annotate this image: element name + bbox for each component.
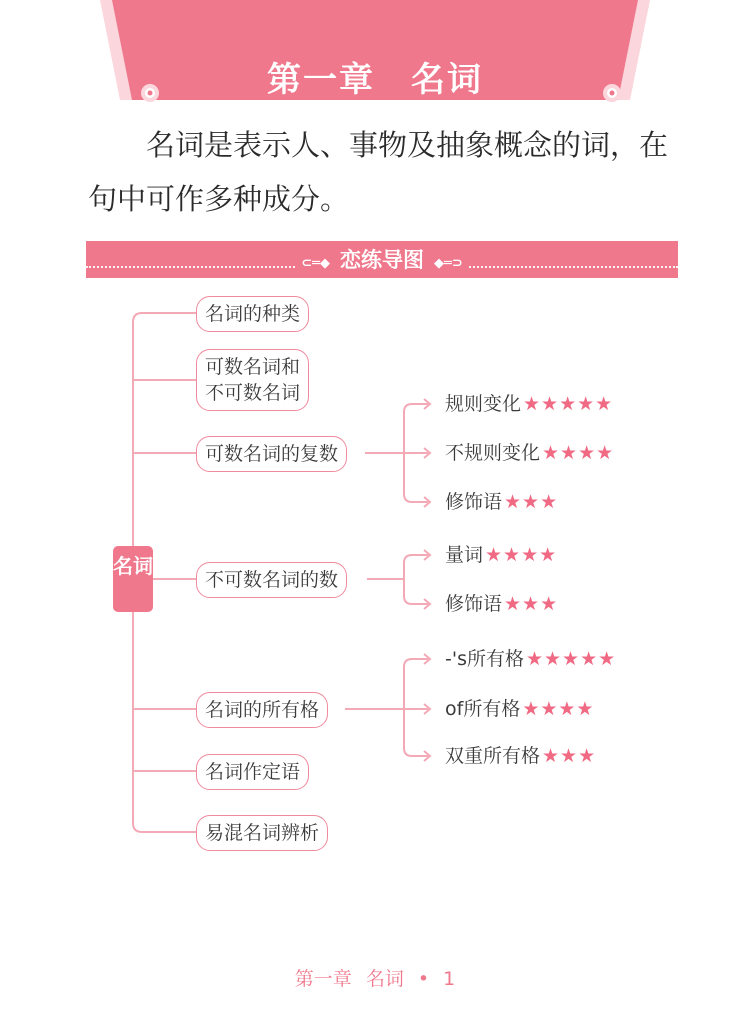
- ornament-right-icon: ◆═⊃: [430, 256, 467, 271]
- mindmap-root-label: 名词: [113, 554, 153, 578]
- star-rating: ★★★: [504, 593, 559, 615]
- leaf-irregular-change: [445, 440, 614, 466]
- intro-line-1: 名词是表示人、事物及抽象概念的词，在: [146, 128, 669, 162]
- leaf-regular-change: [445, 391, 613, 417]
- branch-uncountable-number: 不可数名词的数: [196, 562, 347, 598]
- branch-confusable-nouns: 易混名词辨析: [196, 815, 328, 851]
- chapter-title: 第一章 名词: [267, 60, 483, 100]
- leaf-label: 规则变化: [445, 393, 522, 415]
- leaf-label: 双重所有格: [445, 745, 541, 767]
- leaf-modifier-uncountable: [445, 591, 558, 617]
- footer-separator: •: [417, 968, 430, 990]
- leaf-label: 不规则变化: [445, 442, 541, 464]
- footer-title: 名词: [365, 968, 404, 990]
- star-rating: ★★★: [504, 491, 559, 513]
- star-rating: ★★★★: [522, 698, 595, 720]
- star-rating: ★★★★★: [525, 648, 617, 670]
- leaf-double-possessive: [445, 743, 596, 769]
- ornament-left-icon: ⊂═◆: [297, 256, 334, 271]
- branch-countable-uncountable: [196, 349, 309, 411]
- leaf-label: 修饰语: [445, 491, 503, 513]
- footer-chapter: 第一章: [294, 968, 352, 990]
- star-rating: ★★★★★: [523, 393, 614, 415]
- star-rating: ★★★: [542, 745, 597, 767]
- leaf-measure-word: [445, 542, 557, 568]
- leaf-label: 量词: [445, 544, 484, 566]
- section-label: 恋练导图: [334, 248, 430, 272]
- branch-possessive: 名词的所有格: [196, 692, 328, 728]
- branch-label-line-2: 不可数名词: [205, 382, 301, 404]
- leaf-label: 修饰语: [445, 593, 503, 615]
- leaf-s-possessive: [445, 646, 616, 672]
- branch-label-line-1: 可数名词和: [205, 356, 301, 378]
- branch-countable-plural: 可数名词的复数: [196, 436, 347, 472]
- branch-noun-types: 名词的种类: [196, 296, 309, 332]
- star-rating: ★★★★: [542, 442, 615, 464]
- intro-line-2: 句中可作多种成分。: [88, 182, 350, 216]
- leaf-label: of所有格: [445, 698, 521, 720]
- branch-noun-attributive: 名词作定语: [196, 754, 309, 790]
- page-footer: [0, 964, 750, 991]
- leaf-modifier-countable: [445, 489, 558, 515]
- star-rating: ★★★★: [485, 544, 558, 566]
- mindmap-root: [113, 546, 153, 612]
- leaf-of-possessive: [445, 696, 594, 722]
- leaf-label: -'s所有格: [445, 648, 524, 670]
- page-number: 1: [443, 968, 456, 990]
